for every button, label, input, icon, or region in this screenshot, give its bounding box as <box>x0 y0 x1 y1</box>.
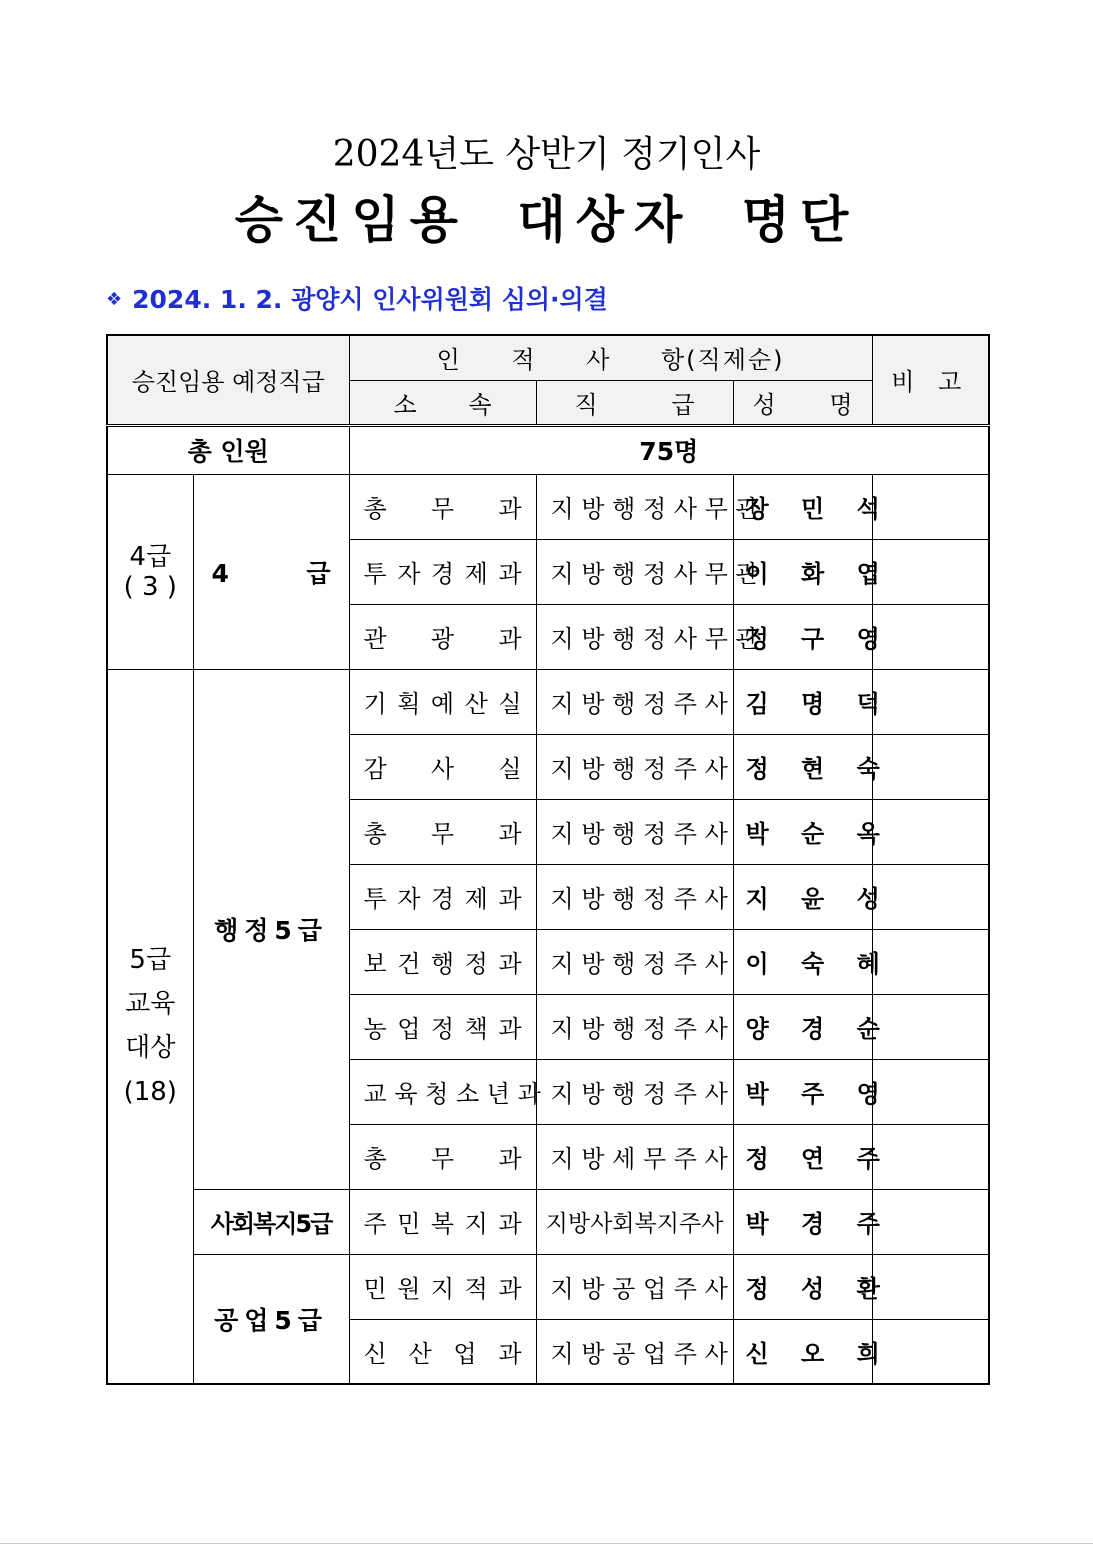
name-cell: 정 구 영 <box>733 604 872 669</box>
rank-cell: 지 방 행 정 주 사 <box>536 1059 733 1124</box>
grade-label: 5급 <box>129 945 172 976</box>
rank-cell: 지 방 행 정 주 사 <box>536 734 733 799</box>
rank-cell: 지 방 행 정 주 사 <box>536 994 733 1059</box>
rank-cell: 지 방 세 무 주 사 <box>536 1124 733 1189</box>
dept-cell: 기 획 예 산 실 <box>349 669 536 734</box>
dept-cell: 주 민 복 지 과 <box>349 1189 536 1254</box>
rank-cell: 지 방 행 정 주 사 <box>536 929 733 994</box>
dept-cell: 감 사 실 <box>349 734 536 799</box>
name-cell: 장 민 석 <box>733 474 872 539</box>
name-cell: 신 오 희 <box>733 1319 872 1384</box>
dept-cell: 총 무 과 <box>349 474 536 539</box>
rank-cell: 지 방 행 정 주 사 <box>536 669 733 734</box>
dept-cell: 신 산 업 과 <box>349 1319 536 1384</box>
rank-cell: 지 방 행 정 사 무 관 <box>536 539 733 604</box>
dept-cell: 총 무 과 <box>349 1124 536 1189</box>
header-note: 비 고 <box>872 335 989 425</box>
header-grade: 승진임용 예정직급 <box>107 335 349 425</box>
dept-cell: 민 원 지 적 과 <box>349 1254 536 1319</box>
subgroup-label: 4 급 <box>193 474 349 669</box>
decision-subtitle <box>106 280 608 316</box>
total-value: 75명 <box>349 425 989 474</box>
header-rank: 직 급 <box>536 380 733 425</box>
table-row <box>107 669 989 734</box>
document-title-year: 2024년도 상반기 정기인사 <box>332 134 761 175</box>
dept-cell: 농 업 정 책 과 <box>349 994 536 1059</box>
name-cell: 정 성 환 <box>733 1254 872 1319</box>
rank-cell: 지 방 행 정 주 사 <box>536 864 733 929</box>
table-row <box>107 1189 989 1254</box>
dept-cell: 투 자 경 제 과 <box>349 864 536 929</box>
name-cell: 정 연 주 <box>733 1124 872 1189</box>
dept-cell: 보 건 행 정 과 <box>349 929 536 994</box>
rank-cell: 지 방 공 업 주 사 <box>536 1254 733 1319</box>
name-cell: 이 숙 혜 <box>733 929 872 994</box>
dept-cell: 관 광 과 <box>349 604 536 669</box>
subgroup-label: 공업5급 <box>193 1254 349 1384</box>
decision-subtitle-text: 2024. 1. 2. 광양시 인사위원회 심의·의결 <box>132 285 608 314</box>
name-cell: 지 윤 성 <box>733 864 872 929</box>
page-bottom-divider <box>0 1543 1093 1544</box>
table-row <box>107 1254 989 1319</box>
subgroup-label: 행정5급 <box>193 669 349 1189</box>
rank-cell: 지 방 행 정 사 무 관 <box>536 604 733 669</box>
diamond-bullet-icon: ❖ <box>106 289 123 310</box>
header-name: 성 명 <box>733 380 872 425</box>
header-personal-info: 인 적 사 항(직제순) <box>349 335 872 380</box>
grade-count: (18) <box>123 1077 177 1108</box>
total-label: 총 인원 <box>107 425 349 474</box>
grade-label-line3: 대상 <box>125 1033 176 1064</box>
dept-cell: 총 무 과 <box>349 799 536 864</box>
name-cell: 이 화 엽 <box>733 539 872 604</box>
rank-cell: 지 방 행 정 주 사 <box>536 799 733 864</box>
grade-cell-5 <box>107 669 193 1384</box>
grade-label-line2: 교육 <box>125 989 176 1020</box>
name-cell: 박 주 영 <box>733 1059 872 1124</box>
grade-label: 4급 <box>129 541 172 572</box>
rank-cell: 지방사회복지주사 <box>536 1189 733 1254</box>
name-cell: 양 경 순 <box>733 994 872 1059</box>
rank-cell: 지 방 공 업 주 사 <box>536 1319 733 1384</box>
name-cell: 박 순 옥 <box>733 799 872 864</box>
name-cell: 김 명 덕 <box>733 669 872 734</box>
table-row <box>107 474 989 539</box>
grade-count: ( 3 ) <box>123 571 177 602</box>
rank-cell: 지 방 행 정 사 무 관 <box>536 474 733 539</box>
dept-cell: 투 자 경 제 과 <box>349 539 536 604</box>
name-cell: 정 현 숙 <box>733 734 872 799</box>
header-department: 소 속 <box>349 380 536 425</box>
promotion-roster-table <box>106 334 990 1385</box>
document-title-main: 승진임용 대상자 명단 <box>234 191 859 249</box>
name-cell: 박 경 주 <box>733 1189 872 1254</box>
grade-cell-4 <box>107 474 193 669</box>
subgroup-label: 사회복지5급 <box>193 1189 349 1254</box>
dept-cell: 교 육 청 소 년 과 <box>349 1059 536 1124</box>
